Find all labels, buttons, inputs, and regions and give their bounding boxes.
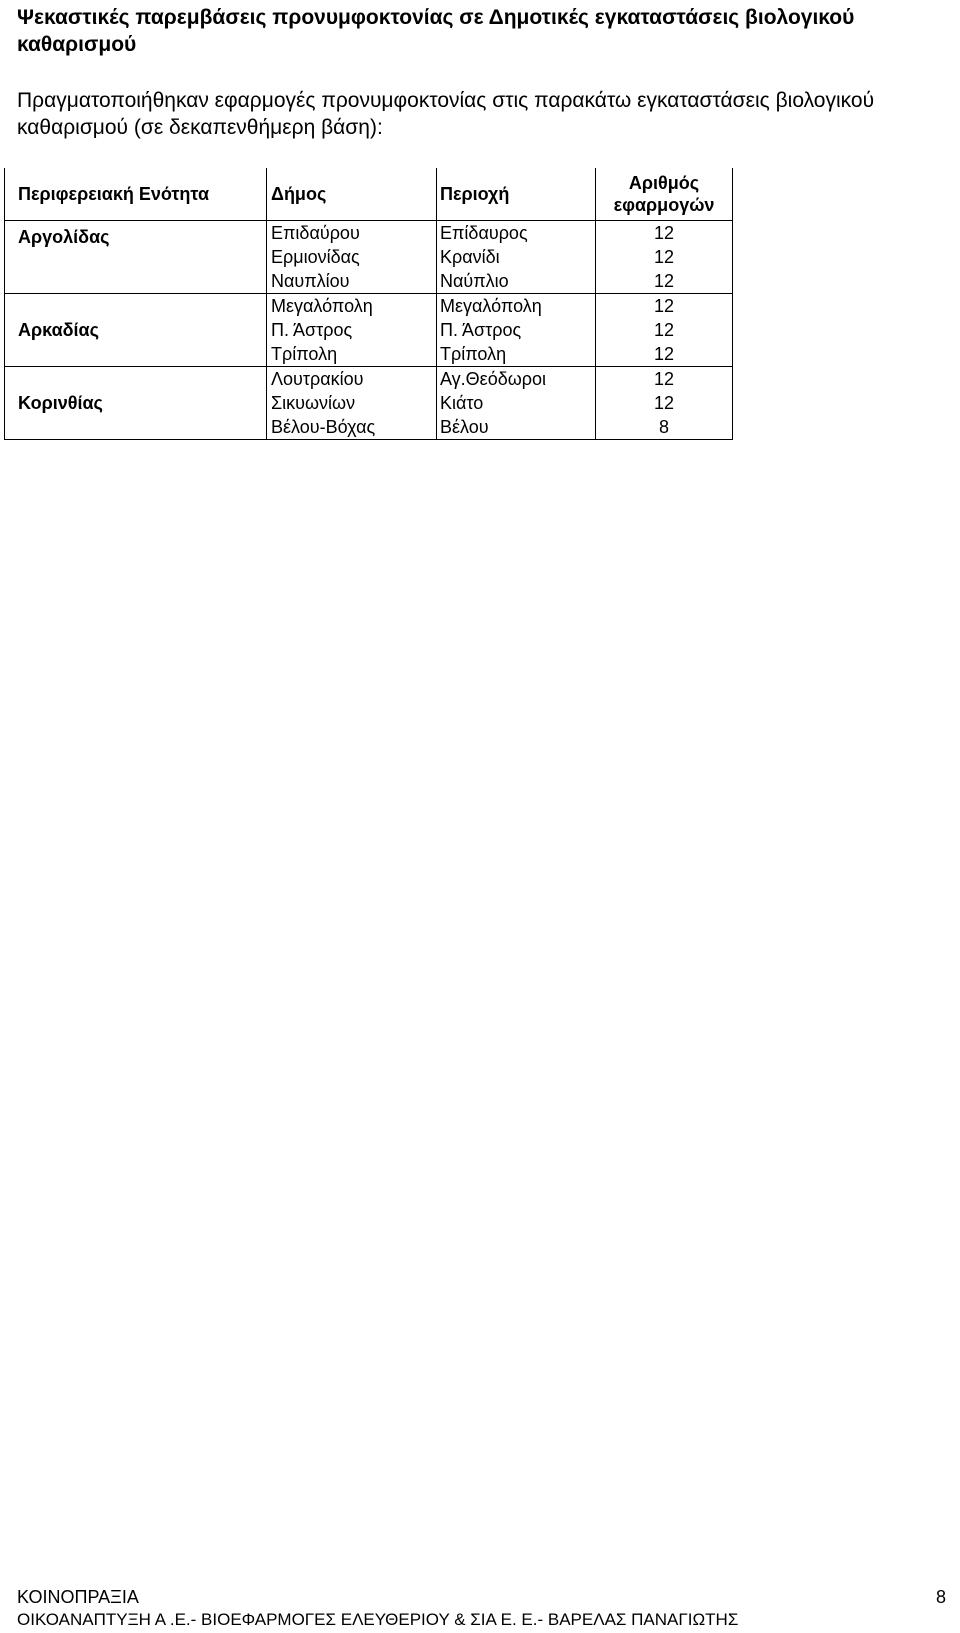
table-header-row (5, 168, 733, 221)
header-regional-unit: Περιφερειακή Ενότητα (5, 168, 267, 221)
footer-consortium: ΚΟΙΝΟΠΡΑΞΙΑ (17, 1587, 139, 1607)
municipality-cell: Λουτρακίου (267, 367, 437, 392)
area-cell: Μεγαλόπολη (437, 294, 596, 319)
count-cell: 12 (596, 391, 733, 415)
municipality-cell: Ναυπλίου (267, 269, 437, 294)
intro-paragraph: Πραγματοποιήθηκαν εφαρμογές προνυμφοκτονίας στις παρακάτω εγκαταστάσεις βιολογικού καθαρισμού (σε δεκαπενθήμερη βάση): (17, 89, 875, 139)
page-number: 8 (935, 1587, 946, 1607)
region-cell: Κορινθίας (5, 367, 267, 440)
area-cell: Κιάτο (437, 391, 596, 415)
applications-table (4, 168, 733, 440)
area-cell: Αγ.Θεόδωροι (437, 367, 596, 392)
table-row (5, 294, 733, 319)
count-cell: 12 (596, 294, 733, 319)
count-cell: 12 (596, 221, 733, 246)
count-cell: 12 (596, 367, 733, 392)
count-cell: 12 (596, 318, 733, 342)
area-cell: Επίδαυρος (437, 221, 596, 246)
municipality-cell: Π. Άστρος (267, 318, 437, 342)
area-cell: Βέλου (437, 415, 596, 440)
document-title: Ψεκαστικές παρεμβάσεις προνυμφοκτονίας σε Δημοτικές εγκαταστάσεις βιολογικού καθαρισμού (17, 6, 855, 56)
region-cell: Αργολίδας (5, 221, 267, 294)
municipality-cell: Τρίπολη (267, 342, 437, 367)
header-area: Περιοχή (437, 168, 596, 221)
area-cell: Τρίπολη (437, 342, 596, 367)
municipality-cell: Ερμιονίδας (267, 245, 437, 269)
table-row (5, 221, 733, 246)
header-application-count: Αριθμός εφαρμογών (596, 168, 733, 221)
area-cell: Π. Άστρος (437, 318, 596, 342)
area-cell: Κρανίδι (437, 245, 596, 269)
municipality-cell: Σικυωνίων (267, 391, 437, 415)
municipality-cell: Μεγαλόπολη (267, 294, 437, 319)
count-cell: 12 (596, 269, 733, 294)
region-cell: Αρκαδίας (5, 294, 267, 367)
header-municipality: Δήμος (267, 168, 437, 221)
municipality-cell: Επιδαύρου (267, 221, 437, 246)
footer-companies: ΟΙΚΟΑΝΑΠΤΥΞΗ Α .Ε.- ΒΙΟΕΦΑΡΜΟΓΕΣ ΕΛΕΥΘΕΡΙΟΥ & ΣΙΑ Ε. Ε.- ΒΑΡΕΛΑΣ ΠΑΝΑΓΙΩΤΗΣ (17, 1610, 739, 1629)
count-cell: 8 (596, 415, 733, 440)
municipality-cell: Βέλου-Βόχας (267, 415, 437, 440)
count-cell: 12 (596, 245, 733, 269)
area-cell: Ναύπλιο (437, 269, 596, 294)
count-cell: 12 (596, 342, 733, 367)
table-row (5, 367, 733, 392)
